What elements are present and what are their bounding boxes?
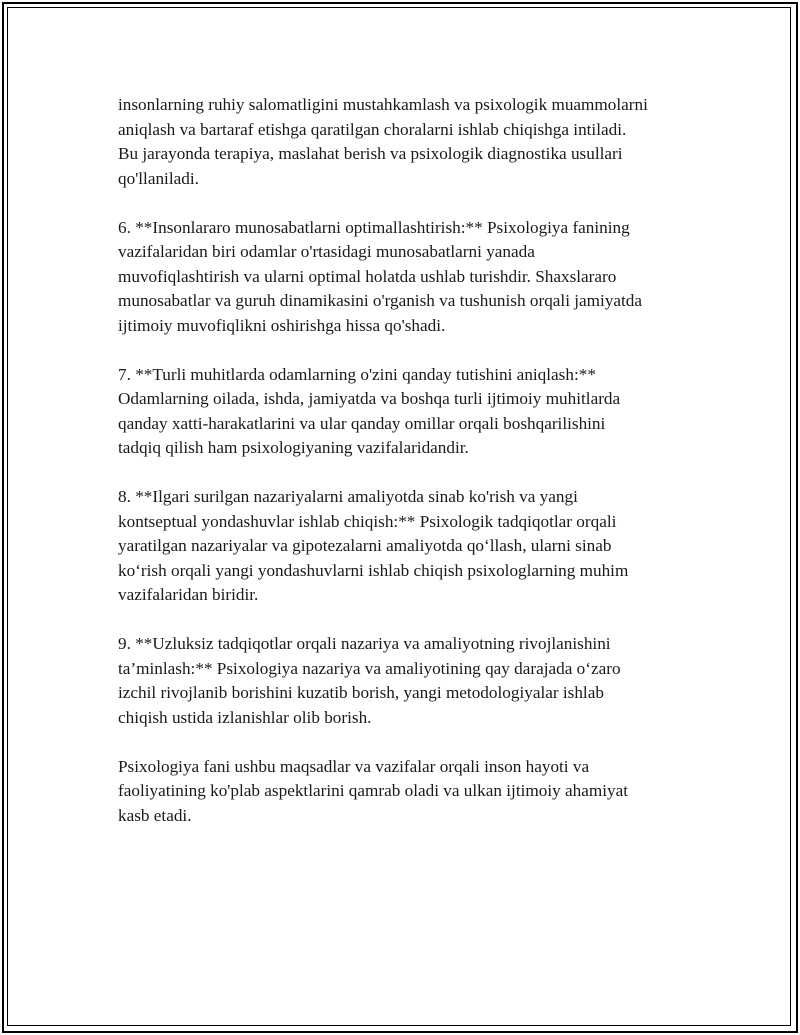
paragraph-item-7: 7. **Turli muhitlarda odamlarning o'zini qanday tutishini aniqlash:** Odamlarning oilada, ishda, jamiyatda va boshqa turli ijtimoiy muhitlarda qanday xatti-harakatlarini va ular qanday omillar orqali boshqarilishini tadqiq qilish ham psixologiyaning vazifalaridandir. [118,364,621,457]
paragraph-intro-continuation: insonlarning ruhiy salomatligini mustahkamlash va psixologik muammolarni aniqlash va bartaraf etishga qaratilgan choralarni ishlab chiqishga intiladi. Bu jarayonda terapiya, maslahat berish va psixologik diagnostika usullari qo'llaniladi. [118,95,648,188]
document-body [118,93,698,853]
paragraph-item-6: 6. **Insonlararo munosabatlarni optimallashtirish:** Psixologiya fanining vazifalaridan biri odamlar o'rtasidagi munosabatlarni yanada muvofiqlashtirish va ularni optimal holatda ushlab turishdir. Shaxslararo munosabatlar va guruh dinamikasini o'rganish va tushunish orqali jamiyatda ijtimoiy muvofiqlikni oshirishga hissa qo'shadi. [118,217,643,335]
paragraph-item-8: 8. **Ilgari surilgan nazariyalarni amaliyotda sinab ko'rish va yangi kontseptual yondashuvlar ishlab chiqish:** Psixologik tadqiqotlar orqali yaratilgan nazariyalar va gipotezalarni amaliyotda qo‘llash, ularni sinab ko‘rish orqali yangi yondashuvlarni ishlab chiqish psixologlarning muhim vazifalaridan biridir. [118,487,629,604]
paragraph-item-9: 9. **Uzluksiz tadqiqotlar orqali nazariya va amaliyotning rivojlanishini ta’minlash:** Psixologiya nazariya va amaliyotining qay darajada o‘zaro izchil rivojlanib borishini kuzatib borish, yangi metodologiyalar ishlab chiqish ustida izlanishlar olib borish. [118,634,621,727]
paragraph-conclusion: Psixologiya fani ushbu maqsadlar va vazifalar orqali inson hayoti va faoliyatining ko'plab aspektlarini qamrab oladi va ulkan ijtimoiy ahamiyat kasb etadi. [118,756,628,825]
